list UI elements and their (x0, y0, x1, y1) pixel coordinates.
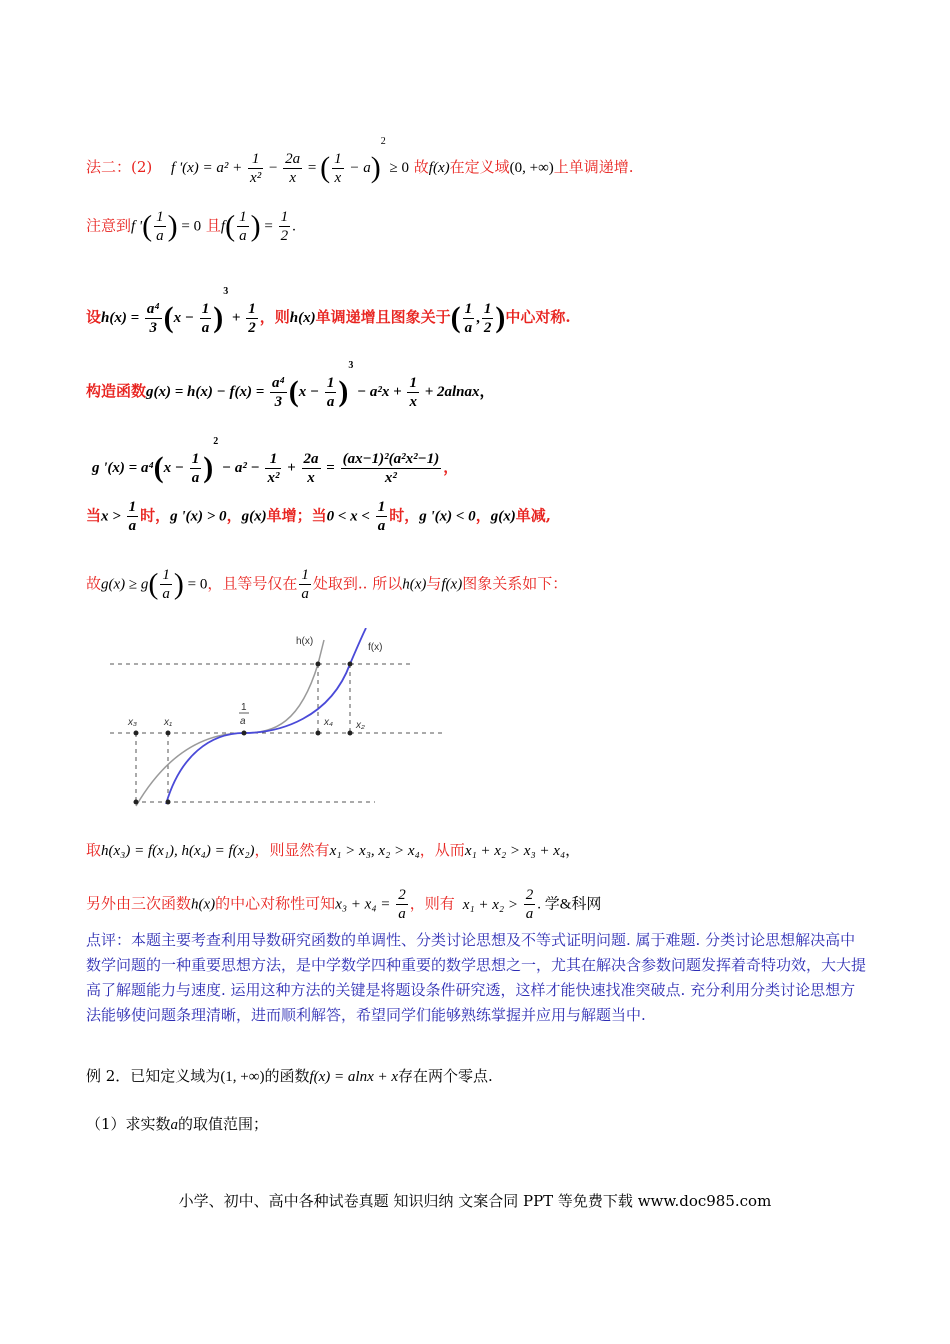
example-expr: f(x) = alnx + x (309, 1069, 399, 1085)
point-x1-bottom (166, 800, 171, 805)
method2-line: 法二：(2) f '(x) = a² + $\frac{1}{\text{x²}}$ − $\frac{2a}{x}$ = ( $\frac{1}{x}$ − a)$^2$ ≥ 0 故f(x)在定义域(0, +∞)上单调递增. (86, 136, 634, 186)
when-t7: 单减, (515, 506, 551, 525)
construct-rest: − a²x + (353, 384, 406, 400)
set-h-center-1: $\frac{1}{a}$ (464, 300, 473, 336)
gprime-end: ， (443, 458, 459, 476)
example-domain: (1, +∞) (220, 1069, 265, 1085)
when-c1: x > (101, 508, 125, 525)
set-h-plus: + (228, 310, 245, 326)
point-x4-mid (316, 731, 321, 736)
note-and: 且 (205, 216, 221, 235)
when-t2: 时， (140, 506, 171, 525)
method2-sq: 2 (380, 136, 386, 147)
when-t5: 时， (389, 506, 420, 525)
construct-tail: + 2alnax (420, 384, 480, 400)
footer: 小学、初中、高中各种试卷真题 知识归纳 文案合同 PPT 等免费下载 www.doc985.com (178, 1192, 772, 1210)
note-end: . (292, 218, 296, 235)
when-c4: 0 < x < (326, 508, 374, 525)
when-inv-a-2: $\frac{1}{a}$ (377, 499, 386, 534)
when-line (86, 498, 551, 535)
set-h-inv-a: $\frac{1}{a}$ (201, 300, 210, 336)
gprime-sq: 2 (213, 436, 219, 447)
note-f: f (220, 218, 226, 235)
construct-line: 构造函数g(x) = h(x) − f(x) = $\frac{\text{a⁴}}{3}$ (x − $\frac{1}{a}$ )$^3$ − a²x + $\frac{1}{x}$ + 2alnax， (86, 360, 495, 410)
set-h-prefix: 设 (86, 308, 102, 326)
example-line (86, 1066, 493, 1087)
construct-expr: g(x) = h(x) − f(x) = (146, 384, 269, 400)
method2-geq: ≥ 0 (385, 160, 409, 176)
q1-t1: （1）求实数 (86, 1115, 171, 1133)
hence-t2: ，且等号仅在 (207, 574, 298, 593)
gprime-lhs: g '(x) = a⁴ (92, 460, 154, 476)
when-c2: g '(x) > 0 (170, 508, 227, 525)
function-graph (110, 628, 450, 818)
label-x2: x₂ (356, 720, 365, 731)
hence-t5: 与 (426, 574, 442, 593)
method2-conc1: 故 (413, 158, 429, 176)
when-c3: g(x) (241, 508, 267, 525)
hence-inv-a-2: $\frac{1}{a}$ (301, 567, 309, 602)
set-h-text2: 单调递增且图象关于 (315, 308, 451, 326)
method2-minus-a: − a (345, 160, 371, 176)
when-c5: g '(x) < 0 (419, 508, 476, 525)
also-t4: . 学&科网 (537, 896, 602, 913)
frac-1: $\frac{1}{\text{x²}}$ (250, 150, 262, 186)
set-h-text3: 中心对称. (505, 308, 571, 326)
gprime-line: g '(x) = a⁴(x − $\frac{1}{a}$ )$^2$ − a² − $\frac{1}{\text{x²}}$ + $\frac{2a}{x}$ = $\frac{\text{(ax−1)²(a²x²−1)}}{\text{x²}}$ ， (92, 436, 459, 486)
note-eq0: = 0 (177, 218, 202, 235)
point-x2-mid (348, 731, 353, 736)
take-e3: x₁ + x₂ > x₃ + x₄ (464, 843, 566, 859)
point-x3-bottom (134, 800, 139, 805)
construct-paren: x − (298, 384, 323, 400)
take-t2: ，则显然有 (254, 841, 330, 859)
label-f: f(x) (368, 642, 383, 653)
method2-domain: (0, +∞) (509, 160, 554, 176)
example-t1: 例 2．已知定义域为 (86, 1067, 221, 1085)
set-h-cube: 3 (223, 286, 229, 297)
note-frac-2: $\frac{1}{a}$ (239, 209, 247, 244)
take-e1: h(x₃) = f(x₁), h(x₄) = f(x₂) (101, 843, 255, 859)
gprime-plus: + (283, 460, 300, 476)
hence-t1: 故 (86, 574, 102, 593)
when-t3: ， (226, 506, 242, 525)
gprime-eq: = (322, 460, 339, 476)
method2-eq: = (304, 160, 321, 176)
also-t1: 另外由三次函数 (86, 894, 192, 913)
curve-f (166, 628, 366, 804)
example-t3: 存在两个零点. (398, 1067, 493, 1085)
set-h-hx2: h(x) (289, 310, 316, 326)
method2-minus: − (265, 160, 282, 176)
when-t1: 当 (86, 506, 102, 525)
gprime-result: $\frac{\text{(ax−1)²(a²x²−1)}}{\text{x²}}$ (342, 450, 440, 486)
method2-fx: f(x) (428, 160, 450, 176)
note-fp: f ' (131, 218, 143, 235)
take-e2: x₁ > x₃, x₂ > x₄ (329, 843, 420, 859)
hence-t3: 处取到. (312, 574, 363, 593)
hence-expr: g(x) ≥ g (101, 576, 149, 593)
note-line: 注意到f '( $\frac{1}{a}$ ) = 0 且f( $\frac{1}{a}$ ) = $\frac{1}{2}$ . (86, 209, 296, 244)
construct-inv-a: $\frac{1}{a}$ (326, 374, 335, 410)
construct-end: ， (479, 384, 495, 400)
take-t3: ，从而 (419, 841, 465, 859)
method2-conc2: 在定义域 (449, 158, 510, 176)
when-c6: g(x) (490, 508, 516, 525)
set-h-a4: $\frac{\text{a⁴}}{3}$ (146, 300, 160, 336)
hence-hx: h(x) (402, 576, 427, 593)
set-h-text1: ，则 (259, 308, 290, 326)
note-half: $\frac{1}{2}$ (280, 209, 289, 244)
q1-t2: 的取值范围； (178, 1115, 269, 1133)
set-h-paren: x − (173, 310, 198, 326)
label-x3: x₃ (128, 717, 137, 728)
take-line (86, 840, 580, 861)
label-one: 1 (241, 702, 247, 713)
method2-lhs: f '(x) = a² + (171, 160, 247, 176)
also-frac-2: $\frac{2}{a}$ (525, 887, 534, 922)
gprime-frac-2: $\frac{2a}{x}$ (303, 450, 319, 486)
hence-t4: . 所以 (362, 574, 403, 593)
point-x4-top (316, 662, 321, 667)
construct-a4: $\frac{\text{a⁴}}{3}$ (272, 374, 285, 410)
set-h-half: $\frac{1}{2}$ (248, 300, 256, 336)
construct-prefix: 构造函数 (86, 382, 147, 400)
label-a: a (240, 716, 246, 727)
also-e2: x₁ + x₂ > (462, 896, 522, 913)
when-inv-a-1: $\frac{1}{a}$ (128, 499, 137, 534)
also-t3: ，则有 (409, 894, 455, 913)
q1-line (86, 1114, 268, 1135)
take-t4: ， (565, 843, 581, 859)
set-h-line: 设h(x) = $\frac{\text{a⁴}}{3}$ (x − $\frac{1}{a}$ )$^3$ + $\frac{1}{2}$ ，则h(x)单调递增且图象关于( $\frac{1}{a}$ , $\frac{1}{2}$ )中心对称. (86, 286, 571, 336)
comment-paragraph: 点评：本题主要考查利用导数研究函数的单调性、分类讨论思想及不等式证明问题. 属于难题. 分类讨论思想解决高中数学问题的一种重要思想方法，是中学数学四种重要的数学思想之一，尤其在解决含参数问题发挥着奇特功效，大大提高了解题能力与速度. 运用这种方法的关键是将题设条件研究透，这样才能快速找准突破点. 充分利用分类讨论思想方法能够使问题条理清晰，进而顺利解答，希望同学们能够熟练掌握并应用与解题当中. (86, 931, 867, 1024)
hence-line: 故g(x) ≥ g( $\frac{1}{a}$ ) = 0，且等号仅在 $\frac{1}{a}$ 处取到.. 所以h(x)与f(x)图象关系如下： (86, 567, 568, 602)
label-x1: x₁ (164, 717, 173, 728)
frac-3: $\frac{1}{x}$ (334, 150, 342, 186)
also-frac-1: $\frac{2}{a}$ (398, 887, 406, 922)
frac-2: $\frac{2a}{x}$ (285, 150, 301, 186)
also-line (86, 886, 601, 923)
method2-prefix: 法二：(2) (86, 158, 153, 176)
gprime-paren: x − (163, 460, 188, 476)
also-t2: 的中心对称性可知 (215, 894, 336, 913)
example-t2: 的函数 (264, 1067, 310, 1085)
point-x2-top (348, 662, 353, 667)
take-t1: 取 (86, 841, 102, 859)
gprime-frac-1: $\frac{1}{\text{x²}}$ (267, 450, 280, 486)
point-center (242, 731, 247, 736)
hence-t6: 图象关系如下： (462, 574, 568, 593)
set-h-center-2: $\frac{1}{2}$ (483, 300, 492, 336)
q1-a: a (170, 1117, 179, 1133)
note-eqhalf: = (260, 218, 277, 235)
label-x4: x₄ (324, 717, 334, 728)
when-t6: ， (475, 506, 491, 525)
also-hx: h(x) (191, 896, 216, 913)
note-prefix: 注意到 (86, 216, 132, 235)
hence-eq0: = 0 (183, 576, 208, 593)
construct-cube: 3 (348, 360, 354, 371)
also-e1: x₃ + x₄ = (335, 896, 395, 913)
point-x1-mid (166, 731, 171, 736)
hence-inv-a: $\frac{1}{a}$ (162, 567, 170, 602)
label-h: h(x) (296, 636, 314, 647)
hence-fx: f(x) (441, 576, 463, 593)
point-x3-mid (134, 731, 139, 736)
method2-conc3: 上单调递增. (553, 158, 634, 176)
when-t4: 单增；当 (266, 506, 327, 525)
note-frac-1: $\frac{1}{a}$ (156, 209, 164, 244)
gprime-inv-a: $\frac{1}{a}$ (191, 450, 200, 486)
gprime-mid: − a² − (218, 460, 264, 476)
construct-inv-x: $\frac{1}{x}$ (409, 374, 417, 410)
set-h-hx: h(x) = (101, 310, 143, 326)
